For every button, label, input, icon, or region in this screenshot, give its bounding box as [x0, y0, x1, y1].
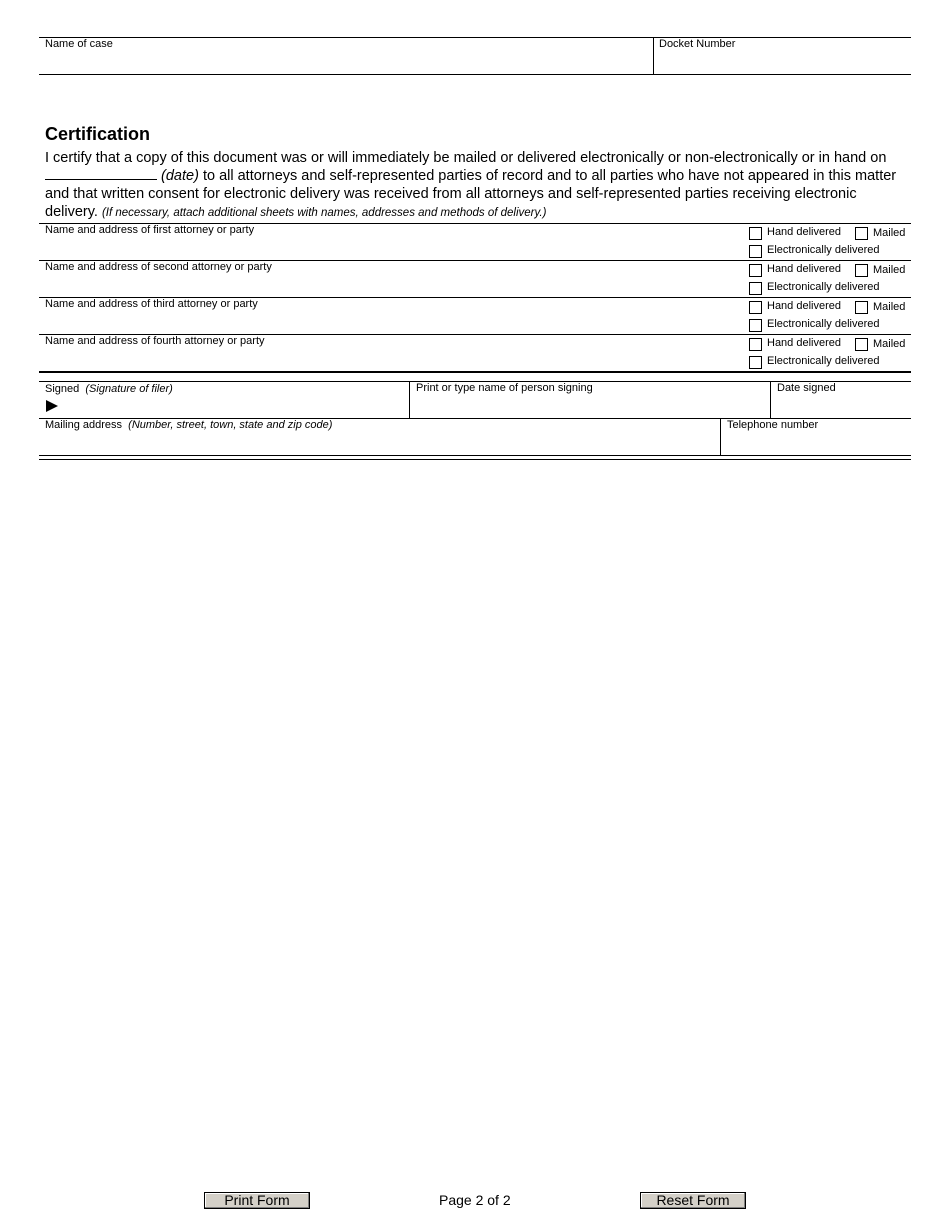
signed-label-hint: (Signature of filer) [85, 383, 173, 395]
party-2-electronic-checkbox[interactable] [749, 282, 762, 295]
header-divider [653, 37, 654, 74]
reset-form-button[interactable]: Reset Form [640, 1192, 746, 1209]
party-1-label: Name and address of first attorney or party [45, 224, 255, 236]
party-3-hand-label: Hand delivered [767, 300, 841, 312]
signature-bottom-rule-2 [39, 459, 911, 460]
certification-text-part1: I certify that a copy of this document was or will immediately be mailed or delivered electronically or non-electronically or in hand on [45, 150, 887, 166]
party-3-mailed-label: Mailed [873, 301, 906, 313]
print-name-field[interactable] [412, 396, 767, 417]
header-bottom-rule [39, 74, 911, 75]
party-1-mailed-checkbox[interactable] [855, 227, 868, 240]
party-3-label: Name and address of third attorney or party [45, 298, 258, 310]
header-top-rule [39, 37, 911, 38]
party-2-field[interactable] [40, 275, 740, 297]
signature-arrow-icon [45, 399, 59, 413]
party-4-hand-checkbox[interactable] [749, 338, 762, 351]
print-name-label: Print or type name of person signing [416, 382, 593, 394]
party-1-hand-checkbox[interactable] [749, 227, 762, 240]
party-2-mailed-checkbox[interactable] [855, 264, 868, 277]
date-signed-field[interactable] [773, 396, 910, 417]
certification-note: (If necessary, attach additional sheets with names, addresses and methods of delivery.) [101, 207, 547, 219]
signature-divider-2 [770, 381, 771, 418]
signature-field[interactable] [62, 397, 406, 417]
party-1-electronic-label: Electronically delivered [767, 244, 880, 256]
date-signed-label: Date signed [777, 382, 836, 394]
party-2-hand-label: Hand delivered [767, 263, 841, 275]
case-name-field[interactable] [40, 52, 652, 73]
print-form-button[interactable]: Print Form [204, 1192, 310, 1209]
mailing-divider [720, 418, 721, 455]
mailing-address-field[interactable] [40, 433, 718, 454]
docket-number-label: Docket Number [659, 38, 736, 50]
party-1-field[interactable] [40, 238, 740, 260]
party-1-hand-label: Hand delivered [767, 226, 841, 238]
page-number: Page 2 of 2 [439, 1192, 511, 1208]
docket-number-field[interactable] [655, 52, 910, 73]
party-4-field[interactable] [40, 349, 740, 371]
party-2-mailed-label: Mailed [873, 264, 906, 276]
signature-divider-1 [409, 381, 410, 418]
certification-date-field[interactable] [45, 167, 157, 180]
party-4-mailed-label: Mailed [873, 338, 906, 350]
certification-date-label: (date) [161, 168, 199, 184]
mailing-address-label-text: Mailing address [45, 419, 123, 431]
party-2-electronic-label: Electronically delivered [767, 281, 880, 293]
party-3-electronic-checkbox[interactable] [749, 319, 762, 332]
party-2-label: Name and address of second attorney or party [45, 261, 272, 273]
party-1-electronic-checkbox[interactable] [749, 245, 762, 258]
party-3-mailed-checkbox[interactable] [855, 301, 868, 314]
certification-title: Certification [45, 124, 151, 144]
party-1-mailed-label: Mailed [873, 227, 906, 239]
certification-text-part2: to all attorneys and self-represented parties of record and to all parties who have not appeared in this matter and that written consent for electronic delivery was received from all attorneys and self-represented parties receiving electronic delivery. [45, 168, 897, 220]
signed-label-text: Signed [45, 383, 80, 395]
party-3-field[interactable] [40, 312, 740, 334]
party-2-hand-checkbox[interactable] [749, 264, 762, 277]
certification-text [45, 149, 905, 222]
party-4-electronic-checkbox[interactable] [749, 356, 762, 369]
mailing-address-label [45, 419, 332, 432]
party-3-electronic-label: Electronically delivered [767, 318, 880, 330]
party-4-label: Name and address of fourth attorney or party [45, 335, 265, 347]
signed-label [45, 383, 173, 396]
signature-bottom-rule-1 [39, 455, 911, 456]
party-4-mailed-checkbox[interactable] [855, 338, 868, 351]
parties-bottom-rule [39, 371, 911, 373]
party-4-electronic-label: Electronically delivered [767, 355, 880, 367]
telephone-label: Telephone number [727, 419, 819, 431]
telephone-field[interactable] [723, 433, 910, 454]
mailing-address-label-hint: (Number, street, town, state and zip code) [128, 419, 333, 431]
party-3-hand-checkbox[interactable] [749, 301, 762, 314]
party-4-hand-label: Hand delivered [767, 337, 841, 349]
case-name-label: Name of case [45, 38, 113, 50]
